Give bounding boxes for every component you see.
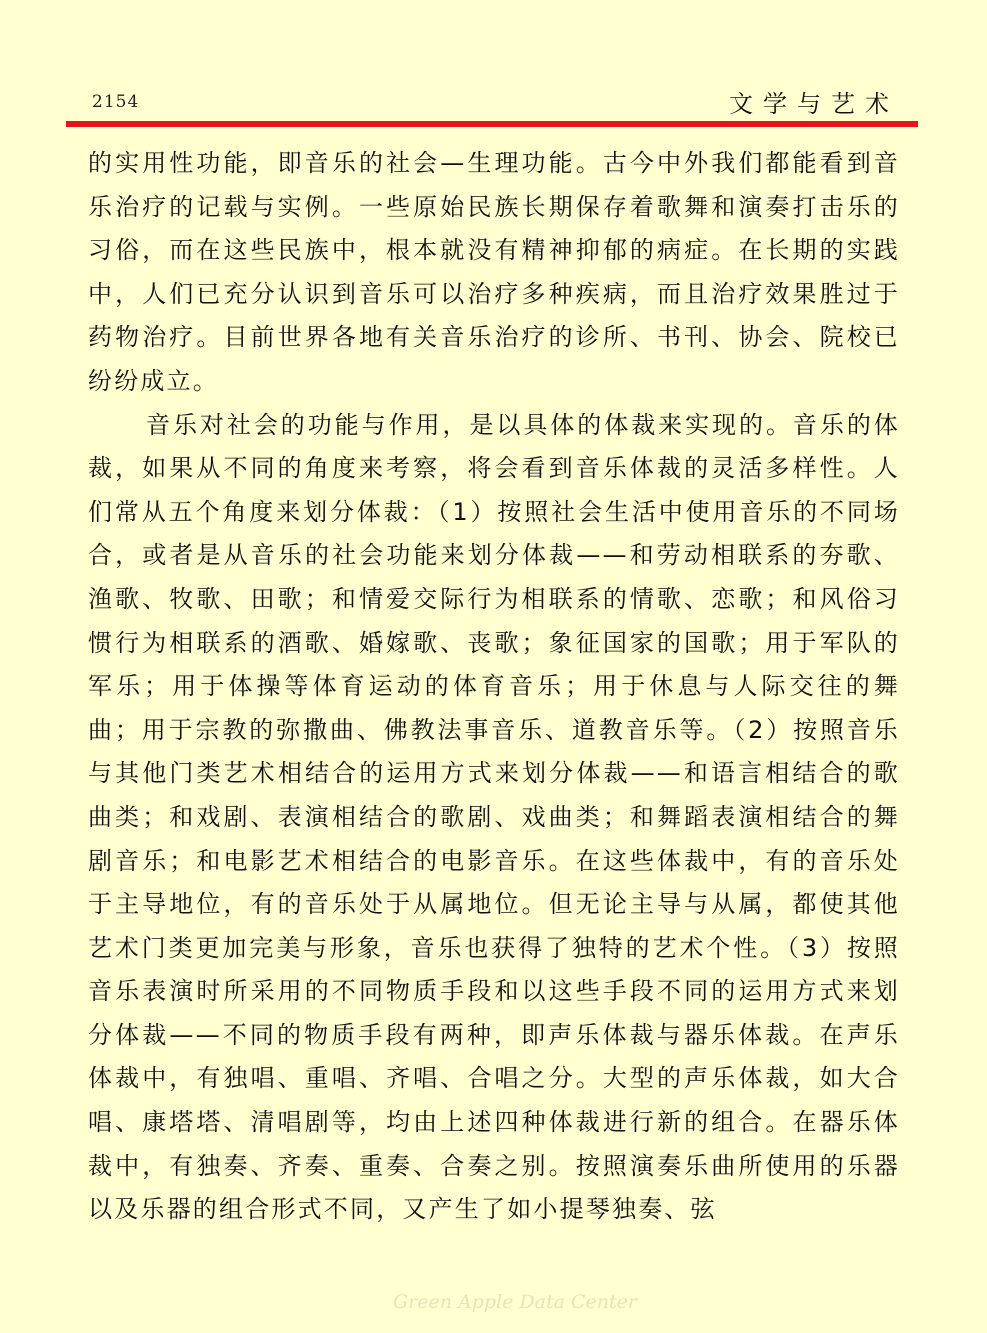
paragraph: 音乐对社会的功能与作用，是以具体的体裁来实现的。音乐的体裁，如果从不同的角度来考察，将会看到音乐体裁的灵活多样性。人们常从五个角度来划分体裁：（1）按照社会生活中使用音乐的不同场合，或者是从音乐的社会功能来划分体裁——和劳动相联系的夯歌、渔歌、牧歌、田歌；和情爱交际行为相联系的情歌、恋歌；和风俗习惯行为相联系的酒歌、婚嫁歌、丧歌；象征国家的国歌；用于军队的军乐；用于体操等体育运动的体育音乐；用于休息与人际交往的舞曲；用于宗教的弥撒曲、佛教法事音乐、道教音乐等。（2）按照音乐与其他门类艺术相结合的运用方式来划分体裁——和语言相结合的歌曲类；和戏剧、表演相结合的歌剧、戏曲类；和舞蹈表演相结合的舞剧音乐；和电影艺术相结合的电影音乐。在这些体裁中，有的音乐处于主导地位，有的音乐处于从属地位。但无论主导与从属，都使其他艺术门类更加完美与形象，音乐也获得了独特的艺术个性。（3）按照音乐表演时所采用的不同物质手段和以这些手段不同的运用方式来划分体裁——不同的物质手段有两种，即声乐体裁与器乐体裁。在声乐体裁中，有独唱、重唱、齐唱、合唱之分。大型的声乐体裁，如大合唱、康塔塔、清唱剧等，均由上述四种体裁进行新的组合。在器乐体裁中，有独奏、齐奏、重奏、合奏之别。按照演奏乐曲所使用的乐器以及乐器的组合形式不同，又产生了如小提琴独奏、弦 bbox=[88, 410, 900, 1224]
header-rule bbox=[66, 121, 918, 127]
page-number: 2154 bbox=[92, 92, 140, 112]
footer-watermark: Green Apple Data Center bbox=[393, 1291, 637, 1313]
paragraph: 的实用性功能，即音乐的社会—生理功能。古今中外我们都能看到音乐治疗的记载与实例。一些原始民族长期保存着歌舞和演奏打击乐的习俗，而在这些民族中，根本就没有精神抑郁的病症。在长期的实践中，人们已充分认识到音乐可以治疗多种疾病，而且治疗效果胜过于药物治疗。目前世界各地有关音乐治疗的诊所、书刊、协会、院校已纷纷成立。 bbox=[88, 149, 900, 395]
section-title: 文学与艺术 bbox=[729, 90, 899, 118]
body-text bbox=[88, 142, 900, 1232]
